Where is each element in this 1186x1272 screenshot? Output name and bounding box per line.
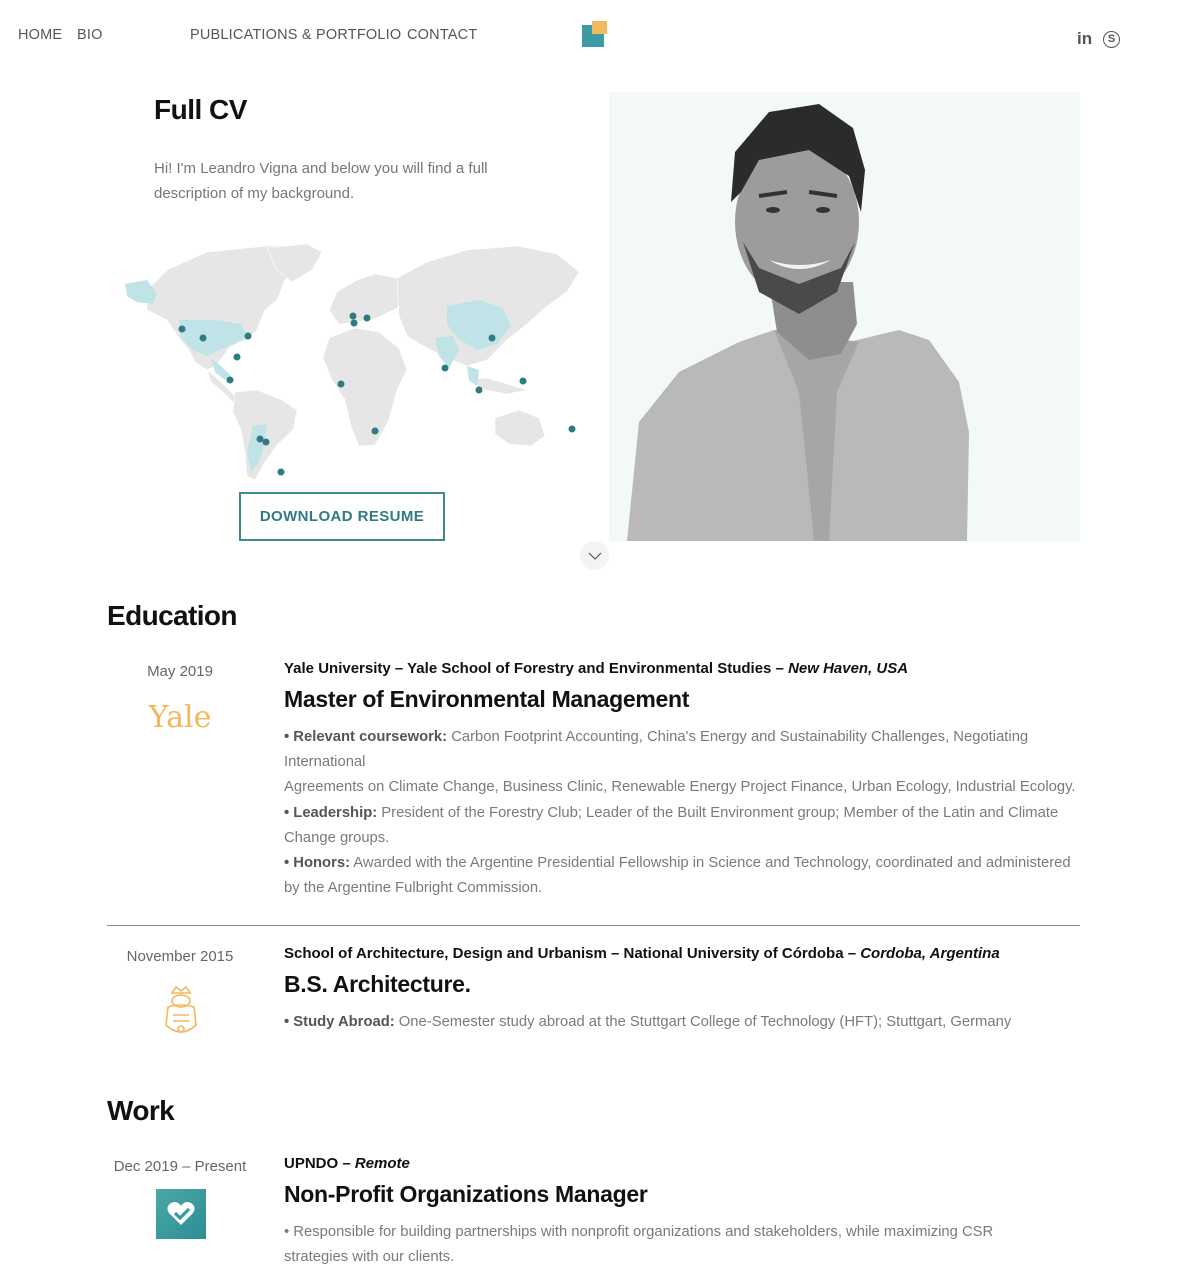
work-title: Work (107, 1095, 175, 1126)
institution-name: Yale University – Yale School of Forestry and Environmental Studies – New Haven, USA (284, 660, 909, 677)
download-resume-button[interactable]: DOWNLOAD RESUME (239, 492, 445, 541)
yale-logo: Yale (148, 700, 212, 735)
degree-title: B.S. Architecture. (284, 971, 471, 997)
degree-title: Master of Environmental Management (284, 686, 690, 712)
entry-details (284, 1010, 1084, 1035)
site-logo[interactable] (582, 21, 608, 47)
detail-line: • Responsible for building partnerships with nonprofit organizations and stakeholders, while maximizing CSR strategies with our clients. (284, 1224, 994, 1266)
role-title: Non-Profit Organizations Manager (284, 1181, 648, 1207)
university-crest-icon (160, 985, 202, 1041)
entry-details (284, 725, 1084, 901)
nav-contact[interactable]: CONTACT (407, 27, 478, 43)
scroll-down-button[interactable] (580, 541, 609, 570)
top-nav (0, 0, 1186, 72)
linkedin-icon[interactable]: in (1077, 29, 1093, 48)
entry-date: May 2019 (147, 663, 213, 680)
nav-bio[interactable]: BIO (77, 27, 103, 43)
entry-date: Dec 2019 – Present (113, 1158, 247, 1175)
employer-name: UPNDO – Remote (284, 1155, 410, 1172)
nav-publications[interactable]: PUBLICATIONS & PORTFOLIO (190, 27, 402, 43)
institution-name: School of Architecture, Design and Urbanism – National University of Córdoba – Cordoba, Argentina (284, 945, 1000, 962)
detail-line: • Honors: Awarded with the Argentine Presidential Fellowship in Science and Technology, coordinated and administered by the Argentine Fulbright Commission. (284, 855, 1071, 897)
entry-details (284, 1220, 1044, 1270)
divider (107, 925, 1080, 926)
upndo-logo (156, 1189, 206, 1239)
chevron-down-icon (588, 552, 602, 560)
detail-line: • Relevant coursework: Carbon Footprint Accounting, China's Energy and Sustainability Challenges, Negotiating International (284, 729, 1029, 771)
nav-home[interactable]: HOME (18, 27, 63, 43)
skype-icon[interactable]: S (1103, 31, 1120, 48)
entry-date: November 2015 (126, 948, 234, 965)
profile-photo (609, 92, 1080, 541)
page-title: Full CV (154, 94, 247, 125)
detail-line: • Leadership: President of the Forestry Club; Leader of the Built Environment group; Member of the Latin and Climate Change groups. (284, 804, 1059, 846)
world-map (107, 240, 579, 484)
detail-line: Agreements on Climate Change, Business Clinic, Renewable Energy Project Finance, Urban Ecology, Industrial Ecology. (284, 779, 1076, 796)
intro-text: Hi! I'm Leandro Vigna and below you will find a full description of my background. (154, 160, 488, 202)
education-title: Education (107, 600, 237, 631)
detail-line: • Study Abroad: One-Semester study abroad at the Stuttgart College of Technology (HFT); Stuttgart, Germany (284, 1014, 1012, 1030)
heart-icon (166, 1201, 196, 1227)
